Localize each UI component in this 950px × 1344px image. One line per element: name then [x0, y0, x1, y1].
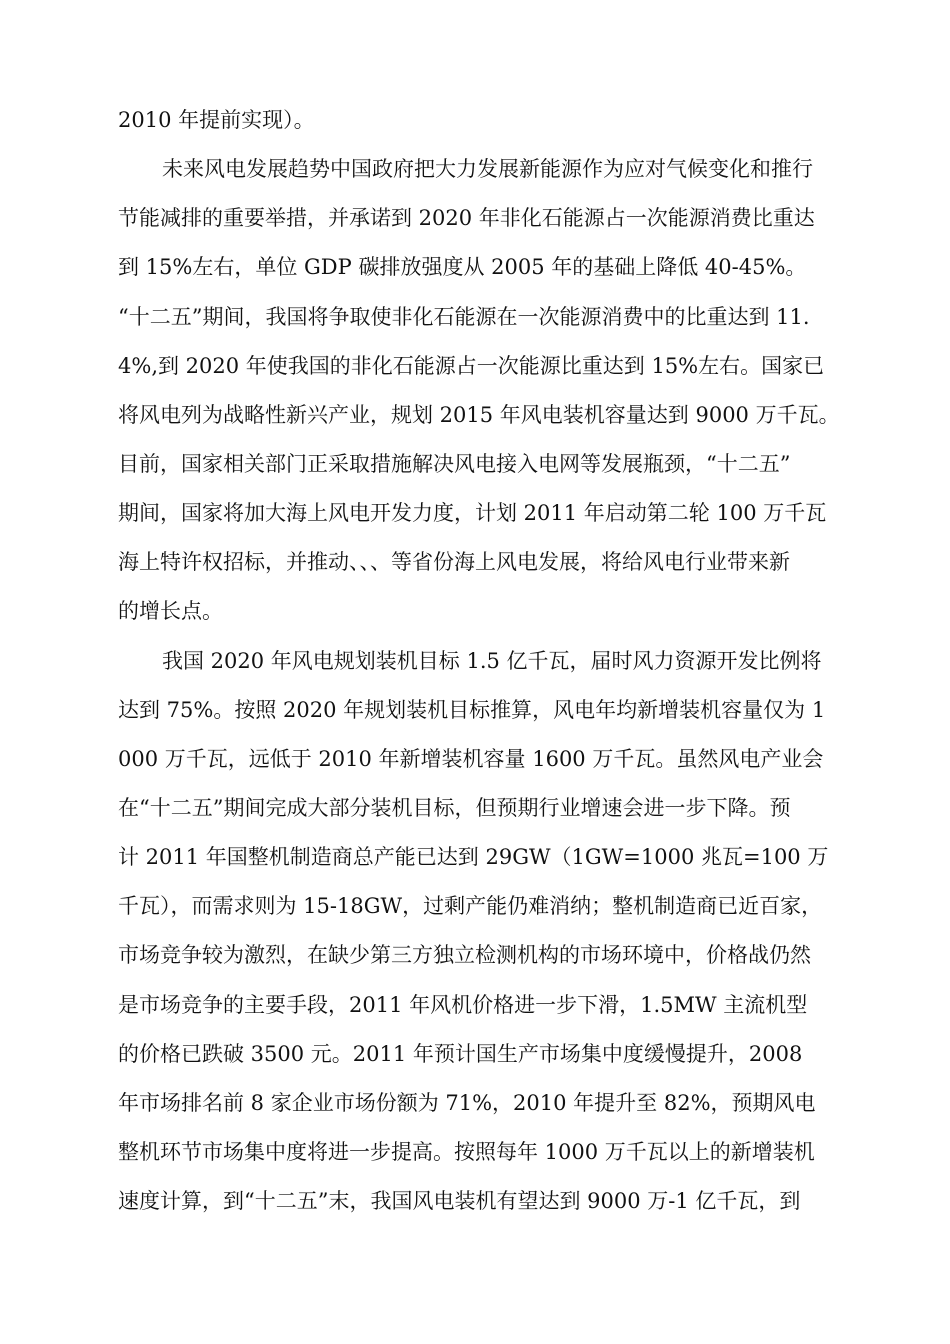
paragraph-first-line: 我国 2020 年风电规划装机目标 1.5 亿千瓦，届时风力资源开发比例将: [162, 648, 822, 673]
text-line: 达到 75%。按照 2020 年规划装机目标推算，风电年均新增装机容量仅为 1: [118, 697, 826, 722]
text-line: 000 万千瓦，远低于 2010 年新增装机容量 1600 万千瓦。虽然风电产业会: [118, 746, 824, 771]
text-line: 年市场排名前 8 家企业市场份额为 71%，2010 年提升至 82%，预期风电: [118, 1090, 816, 1115]
text-line: 是市场竞争的主要手段，2011 年风机价格进一步下滑，1.5MW 主流机型: [118, 992, 808, 1017]
text-line: 节能减排的重要举措，并承诺到 2020 年非化石能源占一次能源消费比重达: [118, 206, 815, 231]
text-line: 将风电列为战略性新兴产业，规划 2015 年风电装机容量达到 9000 万千瓦。: [118, 402, 840, 427]
text-line: 市场竞争较为激烈，在缺少第三方独立检测机构的市场环境中，价格战仍然: [118, 943, 811, 968]
document-body: [118, 96, 840, 1226]
text-line: 速度计算，到“十二五”末，我国风电装机有望达到 9000 万-1 亿千瓦，到: [118, 1189, 801, 1214]
text-line: 的增长点。: [118, 599, 223, 624]
text-line: 2010 年提前实现）。: [118, 108, 315, 132]
text-line: 海上特许权招标，并推动、、、等省份海上风电发展，将给风电行业带来新: [118, 550, 790, 575]
text-line: 4%,到 2020 年使我国的非化石能源占一次能源比重达到 15%左右。国家已: [118, 353, 825, 378]
text-line: 目前，国家相关部门正采取措施解决风电接入电网等发展瓶颈，“十二五”: [118, 451, 791, 476]
text-line: 在“十二五”期间完成大部分装机目标，但预期行业增速会进一步下降。预: [118, 795, 791, 820]
text-line: 期间，国家将加大海上风电开发力度，计划 2011 年启动第二轮 100 万千瓦: [118, 501, 827, 526]
text-line: 计 2011 年国整机制造商总产能已达到 29GW（1GW=1000 兆瓦=100 万: [118, 845, 829, 870]
text-line: 整机环节市场集中度将进一步提高。按照每年 1000 万千瓦以上的新增装机: [118, 1139, 815, 1164]
text-line: 的价格已跌破 3500 元。2011 年预计国生产市场集中度缓慢提升，2008: [118, 1041, 803, 1066]
text-line: 千瓦），而需求则为 15-18GW，过剩产能仍难消纳；整机制造商已近百家，: [118, 894, 823, 919]
paragraph-first-line: 未来风电发展趋势中国政府把大力发展新能源作为应对气候变化和推行: [162, 157, 813, 182]
text-line: 到 15%左右，单位 GDP 碳排放强度从 2005 年的基础上降低 40-45%。: [118, 255, 807, 280]
text-line: “十二五”期间，我国将争取使非化石能源在一次能源消费中的比重达到 11.: [118, 304, 810, 329]
